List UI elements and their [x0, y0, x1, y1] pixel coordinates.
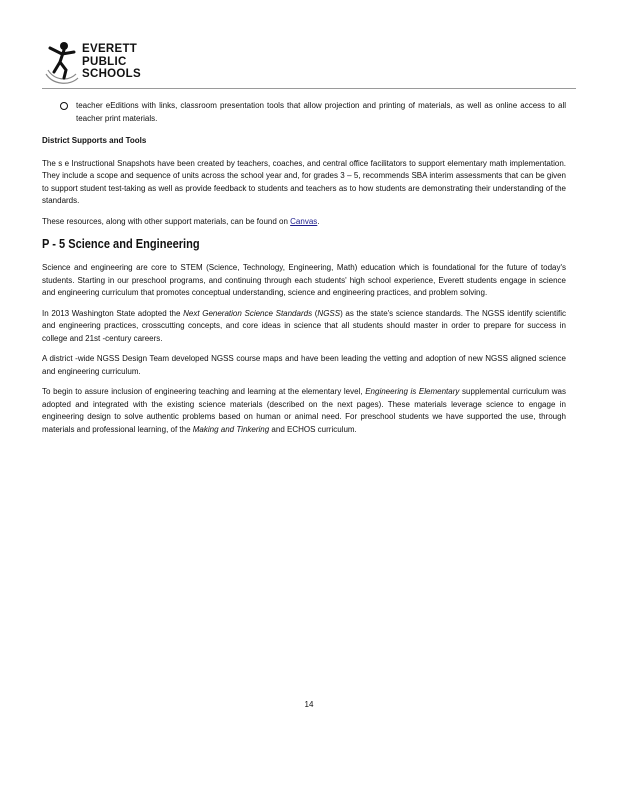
science-section-heading: P - 5 Science and Engineering [42, 236, 200, 251]
district-supports-heading: District Supports and Tools [42, 136, 147, 145]
science-paragraph-1: Science and engineering are core to STEM (Science, Technology, Engineering, Math) education which is foundational for the future of today's students. Starting in our preschool programs, and continuing through each students' high school experience, Everett students engage in science and engineering curriculum that promotes conceptual understanding, science and engineering practices, and problem solving. [42, 263, 566, 297]
science-paragraph-2-c: ) as the state's science standards. The NGSS identify scientific and engineering practices, crosscutting concepts, and core ideas in science that all students should master in order to prepare for success in college and 21st -century careers. [42, 308, 566, 343]
district-paragraph-2-prefix: These resources, along with other support materials, can be found on [42, 216, 288, 226]
district-paragraph-2-suffix: . [317, 216, 320, 226]
engineering-is-elementary-title: Engineering is Elementary [365, 387, 460, 396]
logo-line-3: SCHOOLS [82, 68, 141, 80]
ngss-full-title: Next Generation Science Standards [183, 308, 313, 318]
ngss-acronym: NGSS [317, 308, 341, 318]
science-paragraph-2-b: ( [314, 308, 318, 318]
logo-line-2: PUBLIC [82, 55, 127, 68]
science-paragraph-4-b: supplemental curriculum was adopted and integrated with the existing science materials (described on the next pages). These materials leverage science to engage in engineering design to solve authentic problems based on human or animal need. For preschool students we have supported the use, through materials and professional learning, of the [42, 387, 567, 434]
logo-line-1: EVERETT [82, 43, 138, 55]
logo-text [82, 43, 141, 81]
page-number: 14 [304, 700, 314, 709]
canvas-link[interactable]: Canvas [290, 216, 318, 226]
bullet-item [42, 100, 566, 125]
district-logo [42, 40, 152, 86]
science-paragraph-2-a: In 2013 Washington State adopted the [42, 308, 181, 318]
bullet-text: teacher eEditions with links, classroom presentation tools that allow projection and printing of materials, as well as online access to all teacher print materials. [76, 101, 566, 123]
district-paragraph-1: The s e Instructional Snapshots have been created by teachers, coaches, and central office facilitators to support elementary math implementation. They include a scope and sequence of units across the school year and, for grades 3 – 5, recommends SBA interim assessments that can be given to support student test-taking as well as provide feedback to students and teachers as to how students are demonstrating their understanding of the standards. [42, 158, 566, 205]
science-paragraph-4-a: To begin to assure inclusion of engineering teaching and learning at the elementary level, [42, 387, 363, 396]
making-and-tinkering-title: Making and Tinkering [192, 424, 270, 434]
hollow-bullet-icon [60, 102, 68, 110]
header-divider [42, 88, 576, 89]
science-paragraph-4 [42, 386, 566, 436]
document-body [42, 100, 566, 444]
district-paragraph-2 [42, 216, 566, 229]
school-figure-logo-icon [42, 40, 80, 86]
science-paragraph-4-c: and ECHOS curriculum. [271, 424, 357, 434]
science-paragraph-3: A district -wide NGSS Design Team developed NGSS course maps and have been leading the vetting and adoption of new NGSS aligned science and engineering curriculum. [42, 354, 566, 376]
science-paragraph-2 [42, 308, 566, 346]
